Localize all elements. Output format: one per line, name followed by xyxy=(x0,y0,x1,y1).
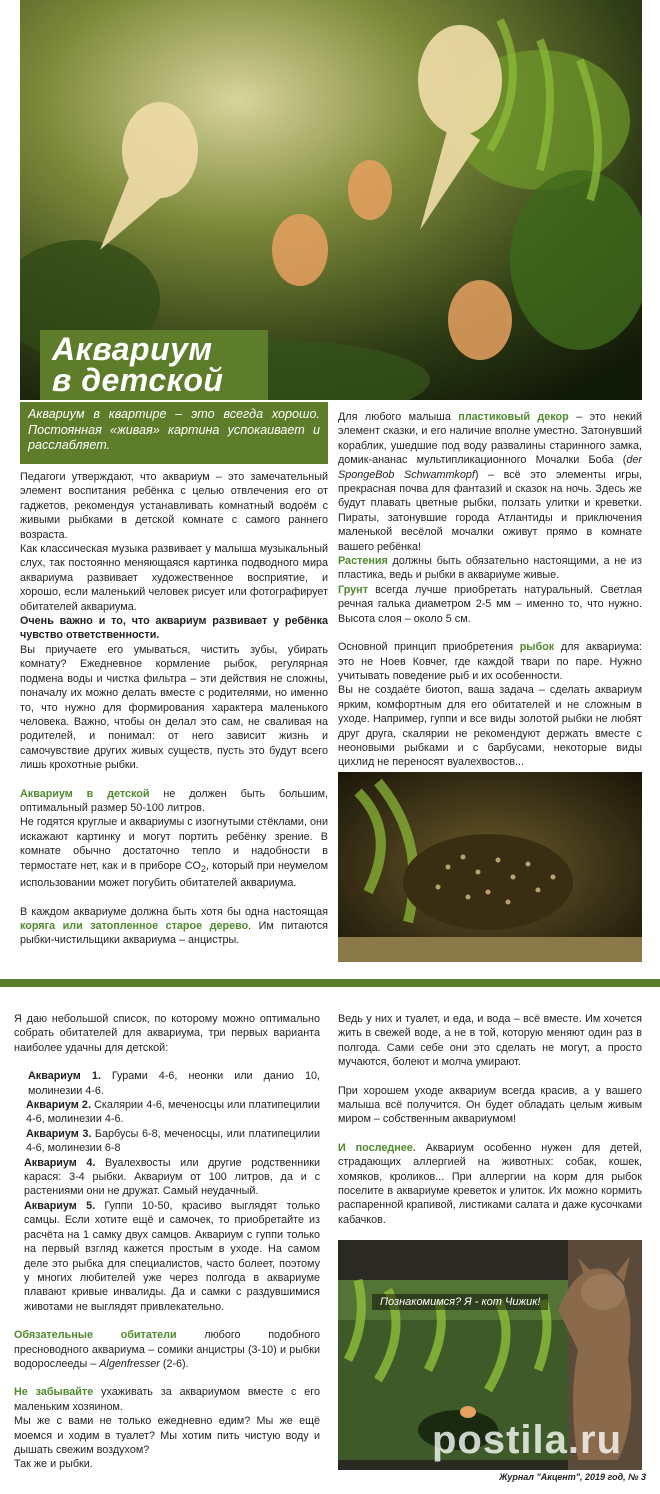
paragraph: Для любого малыша пластиковый декор – это некий элемент сказки, и его наличие вполне уместно. Затонувший кораблик, ушедшие под воду развалины старинного замка, домик-ананас мультипликационного Мочалки Боба (der SpongeBob Schwammkopf) – всё это элементы игры, прекрасная почва для фантазий и сказок на ночь. Здесь же будут плавать цветные рыбки, ползать улитки и креветки. Пираты, затонувшие города Атлантиды и приключения маленькой весёлой мочалки оживут прямо в комнате вашего ребёнка! xyxy=(338,411,643,553)
paragraph: В каждом аквариуме должна быть хотя бы одна настоящая коряга или затопленное старое дерево. Им питаются рыбки-чистильщики аквариума – анцистры. xyxy=(20,905,328,947)
lead-text: Аквариум в квартире – это всегда хорошо. Постоянная «живая» картина успокаивает и расслабляет. xyxy=(28,407,320,452)
list-item: Аквариум 4. Вуалехвосты или другие родственники карася: 3-4 рыбки. Аквариум от 100 литров, да и с растениями они не дружат. Самый неудачный. xyxy=(24,1156,320,1198)
paragraph: При хорошем уходе аквариум всегда красив, а у вашего малыша всё получится. Он будет обладать целым живым миром – собственным аквариумом! xyxy=(338,1084,642,1126)
bottom-right-column xyxy=(338,1012,642,1227)
section-divider xyxy=(0,979,660,987)
paragraph: И последнее. Аквариум особенно нужен для детей, страдающих аллергией на животных: собак, кошек, хомяков, кроликов... При аллергии на корм для рыбок поселите в аквариуме креветок и улиток. Их можно кормить распаренной крапивой, листиками салата и даже кусочками кабачков. xyxy=(338,1141,642,1226)
list-item: Аквариум 5. Гуппи 10-50, красиво выглядят только самцы. Если хотите ещё и самочек, то приобретайте из расчёта на 1 самку двух самцов. Аквариум с гуппи только на первый взгляд кажется простым в уходе. На самом деле это рыбка для специалистов, часто болеет, поэтому у многих любителей уже через полгода в аквариуме плавают кривые инвалиды. Да и самки с раздувшимися животами не выглядят привлекательно. xyxy=(24,1199,320,1313)
paragraph: Растения должны быть обязательно настоящими, а не из пластика, ведь и рыбки в аквариуме живые. xyxy=(338,555,642,582)
paragraph: Как классическая музыка развивает у малыша музыкальный слух, так постоянно меняющаяся картинка подводного мира аквариума развивает художественное восприятие, и хорошо, если маленький человек рисует или фотографирует обитателей аквариума. xyxy=(20,543,328,613)
paragraph: Не забывайте ухаживать за аквариумом вместе с его маленьким хозяином. xyxy=(14,1386,320,1413)
title-line-2: в детской xyxy=(52,362,224,398)
highlight: Аквариум в детской xyxy=(20,787,150,800)
paragraph: Мы же с вами не только ежедневно едим? Мы же ещё моемся и ходим в туалет? Мы хотим пить чистую воду и дышать свежим воздухом? xyxy=(14,1415,320,1456)
paragraph: Обязательные обитатели любого подобного пресноводного аквариума – сомики анцистры (3-10) и рыбки водорослееды – Algenfresser (2-6). xyxy=(14,1329,320,1370)
paragraph: Педагоги утверждают, что аквариум – это замечательный элемент воспитания ребёнка с целью отвлечения его от гаджетов, рекомендуя устанавливать комнатный водоём с живыми рыбками в детской комнате с самого раннего возраста. xyxy=(20,471,328,541)
bottom-left-column xyxy=(14,1012,320,1472)
paragraph: Аквариум в детской не должен быть большим, оптимальный размер 50-100 литров. xyxy=(20,787,329,814)
lead-box xyxy=(20,402,328,464)
catfish-photo xyxy=(338,772,642,962)
paragraph: Я даю небольшой список, по которому можно оптимально собрать обитателей для аквариума, три первых варианта наиболее удачны для детской: xyxy=(14,1013,320,1054)
paragraph: Грунт всегда лучше приобретать натуральный. Светлая речная галька диаметром 2-5 мм – именно то, что нужно. Высота слоя – около 5 см. xyxy=(338,583,642,625)
list-item: Аквариум 1. Гурами 4-6, неонки или данио 10, молинезии 4-6. xyxy=(28,1070,320,1097)
photo-caption: Познакомимся? Я - кот Чижик! xyxy=(372,1294,548,1310)
watermark: postila.ru xyxy=(432,1418,623,1462)
right-column xyxy=(338,410,642,770)
paragraph: Не годятся круглые и аквариумы с изогнутыми стёклами, они искажают картинку и могут портить ребёнку зрение. В комнате обычно достаточно тепло и надобности в термостате нет, как и в приборе $CO_2$, который при неумелом использовании может погубить обитателей аквариума. xyxy=(20,816,328,890)
paragraph: Основной принцип приобретения рыбок для аквариума: это не Ноев Ковчег, где каждой твари по паре. Нужно учитывать поведение рыб и их особенности. xyxy=(338,641,642,682)
highlight: коряга или затопленное старое дерево xyxy=(20,919,249,932)
paragraph: Вы приучаете его умываться, чистить зубы, убирать комнату? Ежедневное кормление рыбок, регулярная подмена воды и чистка фильтра – эти действия не сложны, поначалу их можно делать вместе с родителями, но именно то, что нужно для формирования характера маленького человека. Важно, чтобы он делал это сам, не сваливая на родителей, и понимал: от него зависит жизнь и самочувствие других живых существ, пусть это будут всего лишь крохотные рыбки. xyxy=(20,643,328,772)
journal-footer: Журнал "Акцент", 2019 год, № 3 xyxy=(499,1472,646,1482)
list-item: Аквариум 2. Скалярии 4-6, меченосцы или платипецилии 4-6, молинезии 4-6. xyxy=(26,1099,320,1126)
paragraph: Ведь у них и туалет, и еда, и вода – всё вместе. Им хочется жить в свежей воде, а не в той, которую меняют один раз в полгода. Сами себе они это сделать не могут, а просто мучаются, болеют и молча умирают. xyxy=(338,1013,642,1069)
paragraph-bold: Очень важно и то, что аквариум развивает у ребёнка чувство ответственности. xyxy=(20,615,328,642)
left-column xyxy=(20,470,328,948)
article-title xyxy=(40,330,268,400)
title-line-1: Аквариум xyxy=(52,331,213,367)
list-item: Аквариум 3. Барбусы 6-8, меченосцы, или платипецилии 4-6, молинезии 6-8 xyxy=(26,1127,320,1155)
paragraph: Вы не создаёте биотоп, ваша задача – сделать аквариум ярким, комфортным для его обитателей и не сложным в уходе. Например, гуппи и все виды золотой рыбки не любят друг друга, скалярии не рекомендуют держать вместе с неоновыми рыбками и с барбусами, некоторые виды цихлид не переносят вуалехвостов... xyxy=(338,684,642,769)
paragraph: Так же и рыбки. xyxy=(14,1458,93,1471)
